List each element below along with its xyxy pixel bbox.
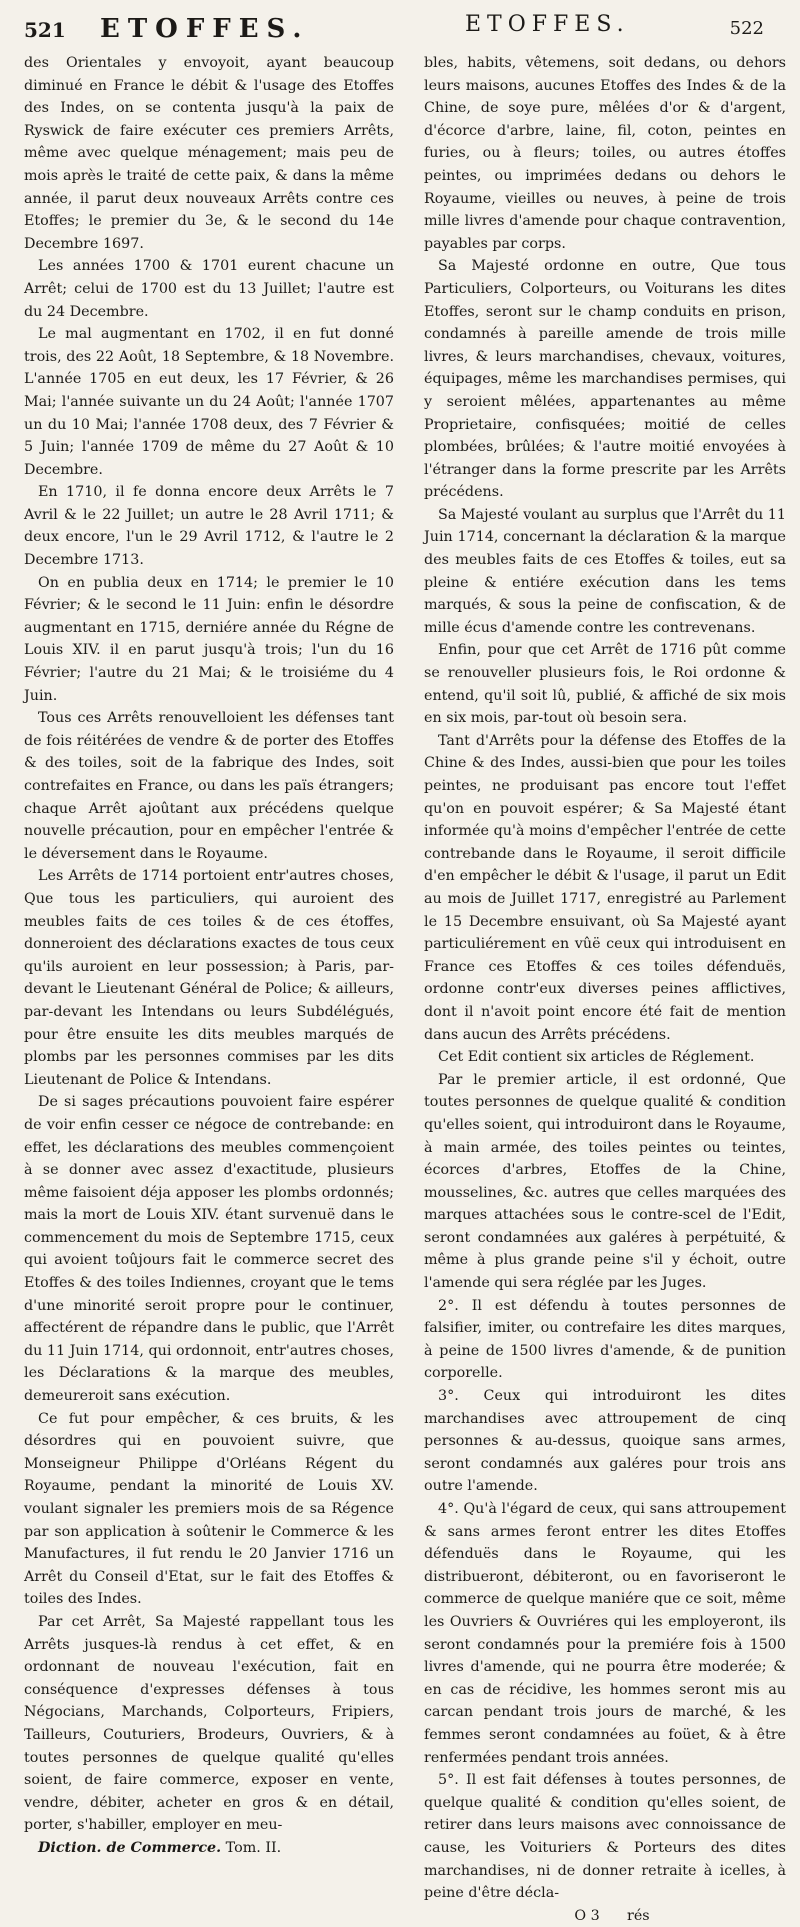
paragraph: Les Arrêts de 1714 portoient entr'autres choses, Que tous les particuliers, qui auroient des meubles faits de ces toiles & de ces étoffes, donneroient des déclarations exactes de tous ceux qu'ils auroient en leur possession; à Paris, par-devant le Lieutenant Général de Police; & ailleurs, par-devant les Intendans ou leurs Subdélégués, pour être ensuite les dits meubles marqués de plombs par les personnes commises par les dits Lieutenant de Police & Intendans. <box>24 868 394 1088</box>
paragraph: Sa Majesté ordonne en outre, Que tous Particuliers, Colporteurs, ou Voiturans les dites Etoffes, seront sur le champ conduits en prison, condamnés à pareille amende de trois mille livres, & leurs marchandises, chevaux, voitures, équipages, même les marchandises permises, qui y seroient mêlées, appartenantes au même Proprietaire, confisquées; moitié de celles plombées, brûlées; & l'autre moitié envoyées à l'étranger dans la forme prescrite par les Arrêts précédens. <box>424 258 786 501</box>
paragraph: Sa Majesté voulant au surplus que l'Arrêt du 11 Juin 1714, concernant la déclaration & la marque des meubles faits de ces Etoffes & toiles, eut sa pleine & entiére exécution dans les tems marqués, & sous la peine de confiscation, & de mille écus d'amende contre les contrevenans. <box>424 506 786 636</box>
signature-line <box>424 1905 786 1927</box>
paragraph: Par le premier article, il est ordonné, Que toutes personnes de quelque qualité & condition qu'elles soient, qui introduiront dans le Royaume, à main armée, des toiles peintes ou teintes, écorces d'arbres, Etoffes de la Chine, mousselines, &c. autres que celles marquées des marques attachées sous le contre-scel de l'Edit, seront condamnées aux galéres à perpétuité, & même à plus grande peine s'il y échoit, outre l'amende qui sera réglée par les Juges. <box>424 1071 786 1292</box>
paragraph: Ce fut pour empêcher, & ces bruits, & les désordres qui en pouvoient suivre, que Monseigneur Philippe d'Orléans Régent du Royaume, pendant la minorité de Louis XV. voulant signaler les premiers mois de sa Régence par son application à soûtenir le Commerce & les Manufactures, il fut rendu le 20 Janvier 1716 un Arrêt du Conseil d'Etat, sur le fait des Etoffes & toiles des Indes. <box>24 1410 394 1608</box>
paragraph: 2°. Il est défendu à toutes personnes de falsifier, imiter, ou contrefaire les dites marques, à peine de 1500 livres d'amende, & de punition corporelle. <box>424 1297 786 1382</box>
paragraph: des Orientales y envoyoit, ayant beaucoup diminué en France le débit & l'usage des Etoffes des Indes, on se contenta jusqu'à la paix de Ryswick de faire exécuter ces premiers Arrêts, même avec quelque ménagement; mais peu de mois après le traité de cette paix, & dans la même année, il parut deux nouveaux Arrêts contre ces Etoffes; le premier du 3e, & le second du 14e Decembre 1697. <box>24 55 394 252</box>
right-running-title: ETOFFES. <box>465 12 630 37</box>
right-column <box>424 52 786 1924</box>
left-column <box>24 52 394 1856</box>
paragraph: Tant d'Arrêts pour la défense des Etoffes de la Chine & des Indes, aussi-bien que pour les toiles peintes, ne produisant pas encore tout l'effet qu'on en pouvoit espérer; & Sa Majesté étant informée qu'à moins d'empêcher l'entrée de cette contrebande dans le Royaume, il seroit difficile d'en empêcher le débit & l'usage, il parut un Edit au mois de Juillet 1717, enregistré au Parlement le 15 Decembre ensuivant, où Sa Majesté ayant particuliérement en vûë ceux qui introduisent en France ces Etoffes & ces toiles défenduës, ordonne contr'eux diverses peines afflictives, dont il n'avoit point encore été fait de mention dans aucun des Arrêts précédens. <box>424 732 786 1043</box>
left-running-title: ETOFFES. <box>100 14 310 44</box>
page-footer <box>24 1837 394 1860</box>
paragraph: bles, habits, vêtemens, soit dedans, ou dehors leurs maisons, aucunes Etoffes des Indes & de la Chine, de soye pure, mêlées d'or & d'argent, d'écorce d'arbre, laine, fil, coton, peintes en furies, ou à fleurs; toiles, ou autres étoffes peintes, ou imprimées dedans ou dehors le Royaume, vieilles ou neuves, à peine de trois mille livres d'amende pour chaque contravention, payables par corps. <box>424 55 786 252</box>
paragraph: Par cet Arrêt, Sa Majesté rappellant tous les Arrêts jusques-là rendus à cet effet, & en ordonnant de nouveau l'exécution, fait en conséquence d'expresses défenses à tous Négocians, Marchands, Colporteurs, Fripiers, Tailleurs, Couturiers, Brodeurs, Ouvriers, & à toutes personnes de quelque qualité qu'elles soient, de faire commerce, exposer en vente, vendre, débiter, acheter en gros & en détail, porter, s'habiller, employer en meu- <box>24 1613 394 1834</box>
paragraph: 5°. Il est fait défenses à toutes personnes, de quelque qualité & condition qu'elles soient, de retirer dans leurs maisons avec connoissance de cause, les Voituriers & Porteurs des dites marchandises, ni de donner retraite à icelles, à peine d'être décla- <box>424 1772 786 1902</box>
paragraph: Le mal augmentant en 1702, il en fut donné trois, des 22 Août, 18 Septembre, & 18 Novembre. L'année 1705 en eut deux, les 17 Février, & 26 Mai; l'année suivante un du 24 Août; l'année 1707 un du 10 Mai; l'année 1708 deux, des 7 Février & 5 Juin; l'année 1709 de même du 27 Août & 10 Decembre. <box>24 326 394 478</box>
paragraph: 3°. Ceux qui introduiront les dites marchandises avec attroupement de cinq personnes & au-dessus, quoique sans armes, seront condamnés aux galéres pour trois ans outre l'amende. <box>424 1388 786 1495</box>
paragraph: Enfin, pour que cet Arrêt de 1716 pût comme se renouveller plusieurs fois, le Roi ordonne & entend, qu'il soit lû, publié, & affiché de six mois en six mois, par-tout où besoin sera. <box>424 642 786 727</box>
paragraph: Tous ces Arrêts renouvelloient les défenses tant de fois réitérées de vendre & de porter des Etoffes & des toiles, soit de la fabrique des Indes, soit contrefaites en France, ou dans les païs étrangers; chaque Arrêt ajoûtant aux précédens quelque nouvelle précaution, pour en empêcher l'entrée & le déversement dans le Royaume. <box>24 710 394 862</box>
paragraph: Les années 1700 & 1701 eurent chacune un Arrêt; celui de 1700 est du 13 Juillet; l'autre est du 24 Decembre. <box>24 258 394 320</box>
paragraph: 4°. Qu'à l'égard de ceux, qui sans attroupement & sans armes feront entrer les dites Etoffes défenduës dans le Royaume, qui les distribueront, débiteront, ou en favoriseront le commerce de quelque maniére que ce soit, même les Ouvriers & Ouvriéres qui les employeront, ils seront condamnés pour la premiére fois à 1500 livres d'amende, qui ne pourra être moderée; & en cas de récidive, les hommes seront mis au carcan pendant trois jours de marché, & les femmes seront condamnées au foüet, & à être renfermées pendant trois années. <box>424 1501 786 1766</box>
paragraph: De si sages précautions pouvoient faire espérer de voir enfin cesser ce négoce de contrebande: en effet, les déclarations des meubles commençoient à se donner avec assez d'exactitude, plusieurs même faisoient déja apposer les plombs ordonnés; mais la mort de Louis XIV. étant survenuë dans le commencement du mois de Septembre 1715, ceux qui avoient toûjours fait le commerce secret des Etoffes & des toiles Indiennes, croyant que le tems d'une minorité seroit propre pour le continuer, affectérent de répandre dans le public, que l'Arrêt du 11 Juin 1714, qui ordonnoit, entr'autres choses, les Déclarations & la marque des meubles, demeureroit sans exécution. <box>24 1094 394 1405</box>
signature-mark: O 3 <box>574 1907 600 1924</box>
paragraph: Cet Edit contient six articles de Réglement. <box>438 1049 755 1066</box>
right-page-number: 522 <box>729 18 764 39</box>
paragraph: On en publia deux en 1714; le premier le 10 Février; & le second le 11 Juin: enfin le désordre augmentant en 1715, derniére année du Régne de Louis XIV. il en parut jusqu'à trois; l'un du 16 Février; l'autre du 21 Mai; & le troisiéme du 4 Juin. <box>24 574 394 704</box>
paragraph: En 1710, il fe donna encore deux Arrêts le 7 Avril & le 22 Juillet; un autre le 28 Avril 1711; & deux encore, l'un le 29 Avril 1712, & l'autre le 2 Decembre 1713. <box>24 484 394 569</box>
footer-volume: Tom. II. <box>225 1839 282 1856</box>
running-head <box>0 8 800 48</box>
footer-dictionary-title: Diction. de Commerce. <box>38 1839 222 1856</box>
catchword: rés <box>627 1907 650 1924</box>
left-page-number: 521 <box>24 18 66 42</box>
